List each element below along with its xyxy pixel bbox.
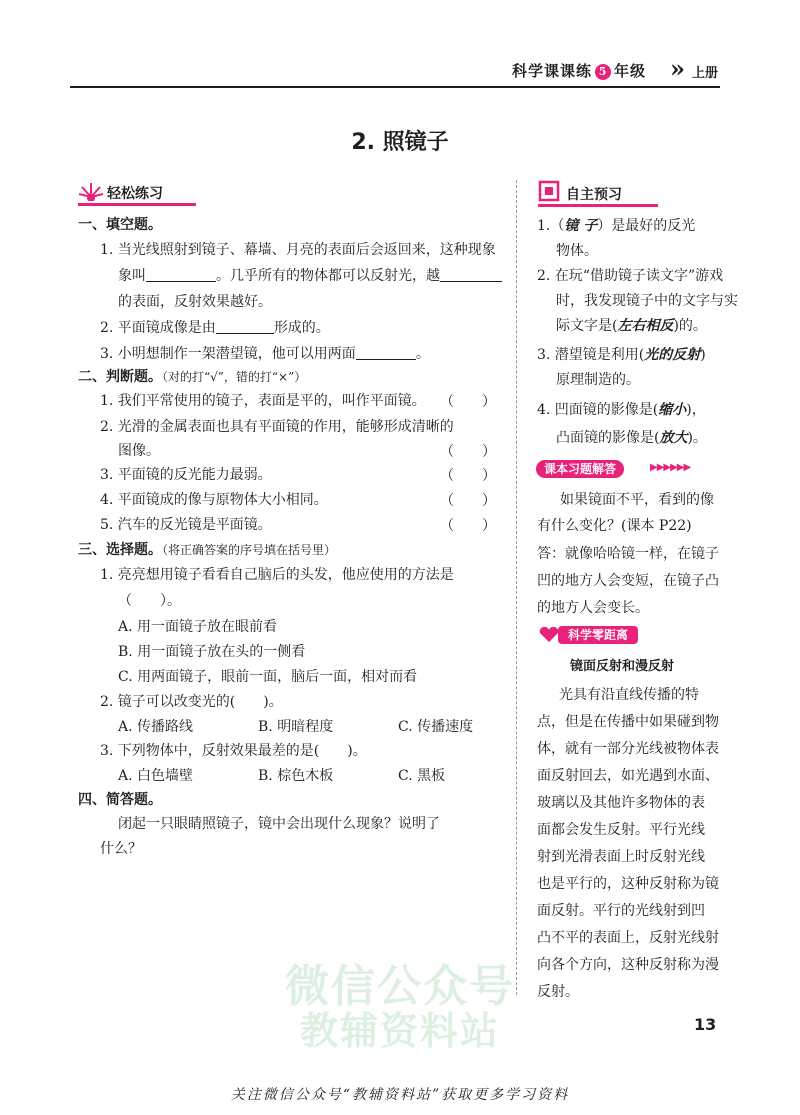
grade-label: 年级 bbox=[614, 62, 647, 80]
preview-q2-line2: 时，我发现镜子中的文字与实 bbox=[556, 293, 738, 309]
choice-q1-option-c[interactable]: C. 用两面镜子，眼前一面，脑后一面，相对而看 bbox=[118, 669, 418, 685]
preview-q4-line2 bbox=[556, 428, 707, 448]
part4-heading: 四、简答题。 bbox=[78, 792, 162, 808]
grade-badge: 5 bbox=[595, 64, 611, 80]
handwritten-answer: 放大 bbox=[659, 430, 688, 446]
handwritten-answer: 缩小 bbox=[658, 402, 687, 418]
square-frame-icon bbox=[538, 180, 560, 202]
double-chevron-icon: » bbox=[670, 54, 677, 83]
preview-q1-text-a: 1.（ bbox=[537, 218, 565, 234]
section-title-preview: 自主预习 bbox=[566, 187, 622, 203]
fill-q3-text-a: 3. 小明想制作一架潜望镜，他可以用两面 bbox=[100, 346, 356, 362]
judge-q1: 1. 我们平常使用的镜子，表面是平的，叫作平面镜。 bbox=[100, 393, 426, 409]
preview-q2-text-b: )的。 bbox=[673, 318, 707, 334]
choice-q3-option-c[interactable]: C. 黑板 bbox=[398, 768, 446, 784]
fill-q1-line1: 1. 当光线照射到镜子、幕墙、月亮的表面后会返回来，这种现象 bbox=[100, 242, 496, 258]
science-text-line: 面反射回去，如光遇到水面、 bbox=[537, 768, 719, 784]
volume-label: 上册 bbox=[692, 66, 719, 81]
preview-q3-line2: 原理制造的。 bbox=[556, 372, 640, 388]
judge-q3: 3. 平面镜的反光能力最弱。 bbox=[100, 467, 272, 483]
answer-paren[interactable]: （ ） bbox=[440, 468, 496, 484]
part2-heading: 二、判断题。 bbox=[78, 369, 162, 385]
judge-q4: 4. 平面镜成的像与原物体大小相同。 bbox=[100, 492, 328, 508]
exercise-answer-line3: 的地方人会变长。 bbox=[537, 600, 649, 616]
science-text-line: 面反射。平行的光线射到凹 bbox=[537, 903, 705, 919]
arrow-triangles-icon: ▶▶▶▶▶▶ bbox=[650, 462, 691, 473]
part2-heading-row bbox=[78, 367, 306, 387]
section-underline bbox=[538, 204, 658, 207]
fill-q1-text-a: 象叫 bbox=[118, 268, 146, 284]
preview-q4-text-a: 4. 凹面镜的影像是( bbox=[537, 402, 659, 418]
handwritten-answer: 光的反射 bbox=[644, 347, 701, 363]
preview-q3-text-a: 3. 潜望镜是利用( bbox=[537, 347, 645, 363]
answer-paren[interactable]: （ ） bbox=[440, 394, 496, 410]
choice-q2-option-a[interactable]: A. 传播路线 bbox=[118, 719, 194, 735]
header-series bbox=[512, 60, 646, 81]
exercise-question-line1: 如果镜面不平，看到的像 bbox=[560, 492, 714, 508]
preview-q1-line1 bbox=[537, 216, 695, 236]
choice-q3-option-b[interactable]: B. 棕色木板 bbox=[258, 768, 334, 784]
choice-q1-line2: （ ）。 bbox=[118, 593, 181, 609]
science-text-line: 点，但是在传播中如果碰到物 bbox=[537, 714, 719, 730]
series-name: 科学课课练 bbox=[512, 62, 593, 80]
fill-blank[interactable] bbox=[356, 345, 416, 360]
science-text-line: 射到光滑表面上时反射光线 bbox=[537, 849, 705, 865]
science-text-line: 面都会发生反射。平行光线 bbox=[537, 822, 705, 838]
preview-q2-text-a: 际文字是( bbox=[556, 318, 618, 334]
judge-q5: 5. 汽车的反光镜是平面镜。 bbox=[100, 517, 272, 533]
fill-blank[interactable] bbox=[216, 319, 274, 334]
fill-blank[interactable] bbox=[146, 267, 216, 282]
fill-q1-line2 bbox=[118, 266, 502, 286]
choice-q1-option-b[interactable]: B. 用一面镜子放在头的一侧看 bbox=[118, 644, 306, 660]
answer-paren[interactable]: （ ） bbox=[440, 493, 496, 509]
preview-q2-line1: 2. 在玩“借助镜子读文字”游戏 bbox=[537, 268, 724, 284]
header-divider bbox=[70, 86, 720, 88]
watermark-line1: 微信公众号 bbox=[285, 961, 515, 1012]
page-number: 13 bbox=[694, 1015, 717, 1034]
short-q-line1: 闭起一只眼睛照镜子，镜中会出现什么现象？说明了 bbox=[118, 816, 440, 832]
fill-q2-text-a: 2. 平面镜成像是由 bbox=[100, 320, 216, 336]
sun-icon bbox=[78, 181, 104, 201]
science-text-line: 也是平行的，这种反射称为镜 bbox=[537, 876, 719, 892]
preview-q4-text-d: )。 bbox=[687, 430, 707, 446]
science-text-line: 光具有沿直线传播的特 bbox=[559, 687, 699, 703]
answer-paren[interactable]: （ ） bbox=[440, 518, 496, 534]
choice-q3-option-a[interactable]: A. 白色墙壁 bbox=[118, 768, 194, 784]
handwritten-answer: 镜 子 bbox=[564, 218, 598, 234]
watermark-line2: 教辅资料站 bbox=[300, 1009, 501, 1053]
short-q-line2: 什么？ bbox=[100, 841, 142, 857]
answer-paren[interactable]: （ ） bbox=[440, 444, 496, 460]
science-text-line: 反射。 bbox=[537, 984, 579, 1000]
section-underline bbox=[78, 203, 196, 206]
science-banner: 科学零距离 bbox=[558, 626, 638, 644]
preview-q3-line1 bbox=[537, 345, 706, 365]
preview-q3-text-b: ) bbox=[700, 347, 706, 363]
preview-q2-line3 bbox=[556, 316, 707, 336]
exercise-question-line2: 有什么变化？(课本 P22) bbox=[537, 518, 692, 534]
exercise-banner: 课本习题解答 bbox=[536, 460, 624, 478]
fill-q3 bbox=[100, 344, 430, 364]
fill-q2 bbox=[100, 318, 330, 338]
fill-q2-text-b: 形成的。 bbox=[273, 320, 330, 336]
preview-q4-text-c: 凸面镜的影像是( bbox=[556, 430, 660, 446]
footer-note: 关注微信公众号“教辅资料站”获取更多学习资料 bbox=[230, 1087, 570, 1103]
choice-q1-option-a[interactable]: A. 用一面镜子放在眼前看 bbox=[118, 619, 278, 635]
science-subtitle: 镜面反射和漫反射 bbox=[570, 659, 675, 674]
exercise-answer-line1: 答：就像哈哈镜一样，在镜子 bbox=[537, 546, 719, 562]
choice-q1-line1: 1. 亮亮想用镜子看看自己脑后的头发，他应使用的方法是 bbox=[100, 567, 454, 583]
fill-blank[interactable] bbox=[440, 267, 502, 282]
judge-q2-line1: 2. 光滑的金属表面也具有平面镜的作用，能够形成清晰的 bbox=[100, 419, 454, 435]
part3-note: （将正确答案的序号填在括号里） bbox=[162, 543, 337, 557]
fill-q3-text-b: 。 bbox=[415, 346, 430, 362]
preview-q1-line2: 物体。 bbox=[556, 243, 598, 259]
judge-q2-line2: 图像。 bbox=[118, 443, 160, 459]
fill-q1-line3: 的表面，反射效果越好。 bbox=[118, 294, 272, 310]
preview-q4-line1 bbox=[537, 400, 706, 420]
choice-q3: 3. 下列物体中，反射效果最差的是( )。 bbox=[100, 743, 367, 759]
part3-heading: 三、选择题。 bbox=[78, 542, 162, 558]
handwritten-answer: 左右相反 bbox=[617, 318, 674, 334]
part3-heading-row bbox=[78, 540, 336, 560]
part1-heading: 一、填空题。 bbox=[78, 217, 162, 233]
science-text-line: 向各个方向，这种反射称为漫 bbox=[537, 957, 719, 973]
page-title: 2. 照镜子 bbox=[351, 130, 449, 155]
choice-q2: 2. 镜子可以改变光的( )。 bbox=[100, 694, 283, 710]
science-text-line: 玻璃以及其他许多物体的表 bbox=[537, 795, 705, 811]
preview-q1-text-b: ）是最好的反光 bbox=[597, 218, 696, 234]
heart-icon bbox=[538, 627, 560, 643]
choice-q2-option-c[interactable]: C. 传播速度 bbox=[398, 719, 474, 735]
science-text-line: 凸不平的表面上，反射光线射 bbox=[537, 930, 719, 946]
part2-note: （对的打“√”，错的打“×”） bbox=[162, 370, 307, 384]
science-text-line: 体，就有一部分光线被物体表 bbox=[537, 741, 719, 757]
section-title-practice: 轻松练习 bbox=[107, 186, 163, 202]
fill-q1-text-b: 。几乎所有的物体都可以反射光，越 bbox=[216, 268, 440, 284]
preview-q4-text-b: )， bbox=[686, 402, 706, 418]
choice-q2-option-b[interactable]: B. 明暗程度 bbox=[258, 719, 334, 735]
column-divider bbox=[516, 180, 517, 995]
exercise-answer-line2: 凹的地方人会变短，在镜子凸 bbox=[537, 573, 719, 589]
